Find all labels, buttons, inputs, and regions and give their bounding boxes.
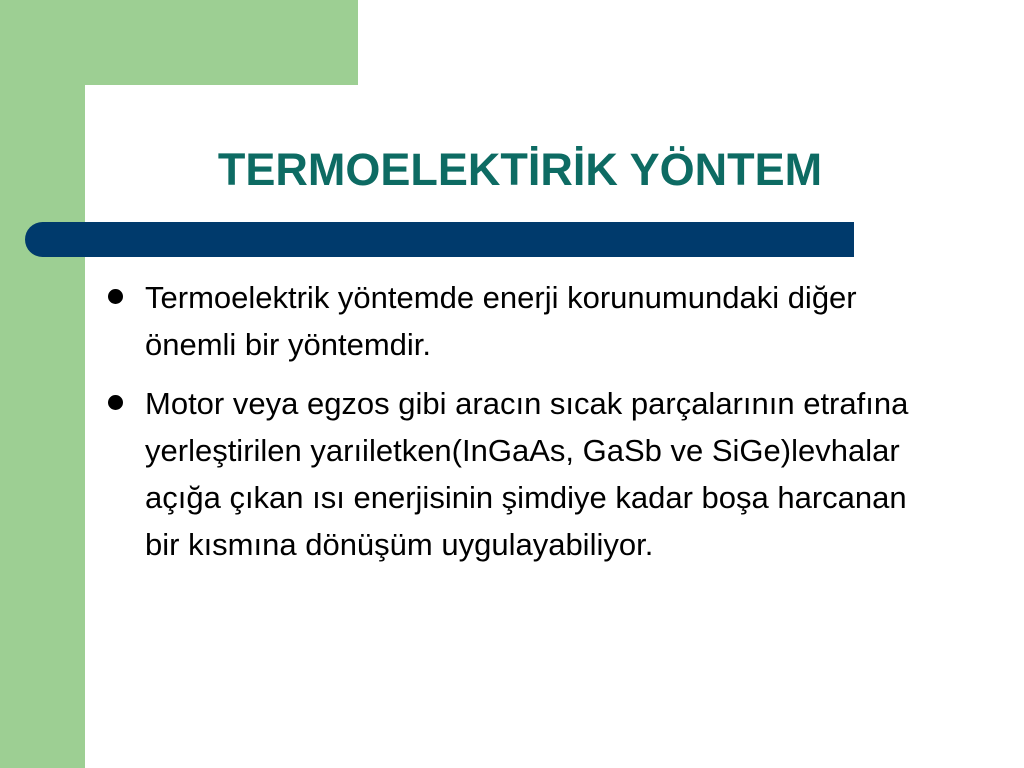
decorative-green-top-panel	[0, 0, 358, 85]
bullet-list	[100, 274, 920, 580]
bullet-text: Termoelektrik yöntemde enerji korunumundaki diğer önemli bir yöntemdir.	[145, 280, 857, 362]
bullet-dot-icon	[108, 395, 123, 410]
bullet-item	[100, 274, 920, 368]
bullet-item	[100, 380, 920, 568]
bullet-text: Motor veya egzos gibi aracın sıcak parçalarının etrafına yerleştirilen yarıiletken(InGaAs, GaSb ve SiGe)levhalar açığa çıkan ısı enerjisinin şimdiye kadar boşa harcanan bir kısmına dönüşüm uygulayabiliyor.	[145, 386, 909, 562]
bullet-dot-icon	[108, 289, 123, 304]
decorative-green-side-panel	[0, 0, 85, 768]
slide-title: TERMOELEKTİRİK YÖNTEM	[217, 144, 823, 195]
title-underline-bar	[25, 222, 854, 257]
